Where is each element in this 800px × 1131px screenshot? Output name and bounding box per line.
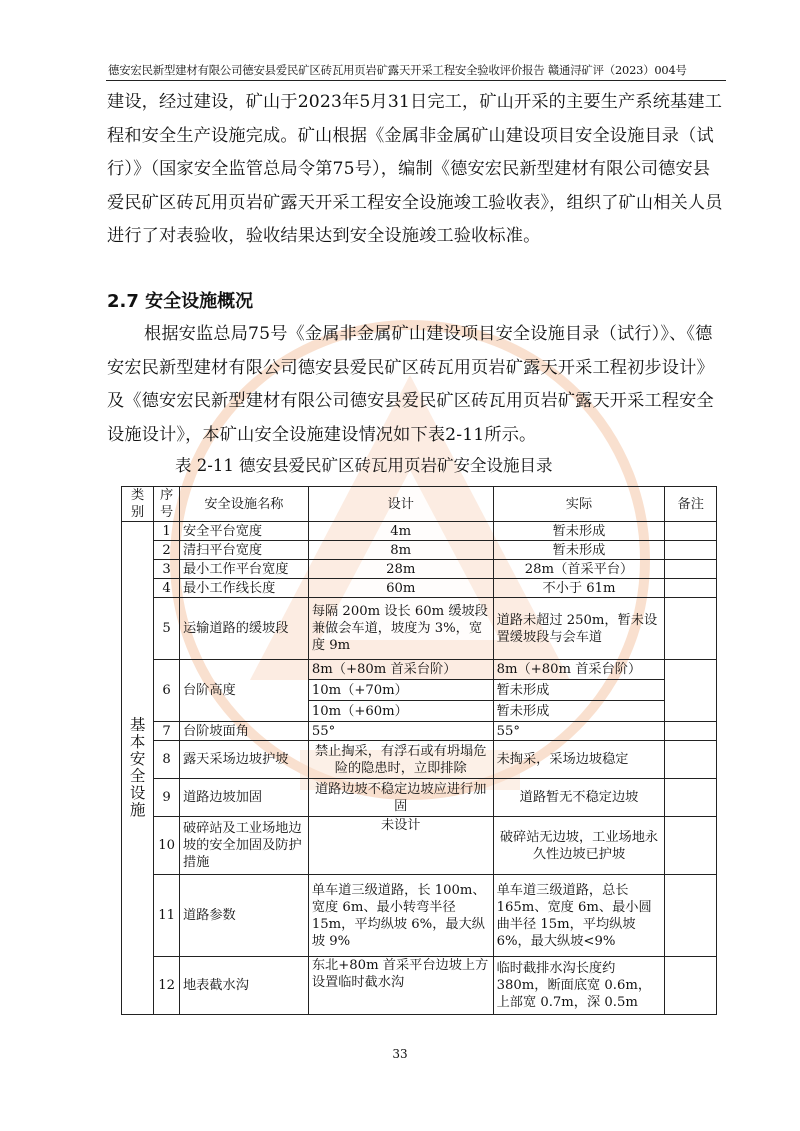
row-name: 台阶坡面角 xyxy=(179,722,308,741)
row-actual: 不小于 61m xyxy=(493,579,665,598)
row-remarks xyxy=(665,722,717,741)
table-row xyxy=(122,875,717,957)
row-name: 运输道路的缓坡段 xyxy=(179,598,308,660)
row-actual: 破碎站无边坡，工业场地永久性边坡已护坡 xyxy=(493,817,665,875)
row-design: 8m（+80m 首采台阶） xyxy=(308,660,493,680)
row-number: 12 xyxy=(154,957,180,1015)
row-remarks xyxy=(665,957,717,1015)
row-design: 未设计 xyxy=(308,817,493,875)
row-actual: 8m（+80m 首采台阶） xyxy=(493,660,665,680)
intro-paragraph: 建设，经过建设，矿山于2023年5月31日完工，矿山开采的主要生产系统基建工程和安全生产设施完成。矿山根据《金属非金属矿山建设项目安全设施目录（试行）》（国家安全监管总局令第75号），编制《德安宏民新型建材有限公司德安县爱民矿区砖瓦用页岩矿露天开采工程安全设施竣工验收表》，组织了矿山相关人员进行了对表验收，验收结果达到安全设施竣工验收标准。 xyxy=(107,92,723,246)
row-number: 5 xyxy=(154,598,180,660)
table-row xyxy=(122,660,717,680)
row-design: 8m xyxy=(308,541,493,560)
row-number: 1 xyxy=(154,522,180,541)
row-remarks xyxy=(665,875,717,957)
row-design: 60m xyxy=(308,579,493,598)
header-design: 设计 xyxy=(308,487,493,522)
row-design: 55° xyxy=(308,722,493,741)
row-actual: 暂未形成 xyxy=(493,701,665,722)
section-title: 2.7 安全设施概况 xyxy=(107,291,254,312)
header-remarks: 备注 xyxy=(665,487,717,522)
row-name: 最小工作平台宽度 xyxy=(179,560,308,579)
table-row xyxy=(122,722,717,741)
row-design: 4m xyxy=(308,522,493,541)
row-actual: 道路未超过 250m，暂未设置缓坡段与会车道 xyxy=(493,598,665,660)
table-row xyxy=(122,957,717,1015)
row-number: 10 xyxy=(154,817,180,875)
table-caption: 表 2-11 德安县爱民矿区砖瓦用页岩矿安全设施目录 xyxy=(175,456,553,475)
row-design: 10m（+60m） xyxy=(308,701,493,722)
row-name: 台阶高度 xyxy=(179,660,308,722)
page-header: 德安宏民新型建材有限公司德安县爱民矿区砖瓦用页岩矿露天开采工程安全验收评价报告 赣通浔矿评（2023）004号 xyxy=(108,63,687,77)
header-number: 序 号 xyxy=(154,487,180,522)
row-design: 东北+80m 首采平台边坡上方设置临时截水沟 xyxy=(308,957,493,1015)
row-design: 每隔 200m 设长 60m 缓坡段兼做会车道，坡度为 3%，宽度 9m xyxy=(308,598,493,660)
row-number: 3 xyxy=(154,560,180,579)
header-divider xyxy=(106,80,726,81)
row-name: 露天采场边坡护坡 xyxy=(179,741,308,779)
row-number: 11 xyxy=(154,875,180,957)
table-row xyxy=(122,579,717,598)
row-number: 4 xyxy=(154,579,180,598)
header-name: 安全设施名称 xyxy=(179,487,308,522)
row-number: 2 xyxy=(154,541,180,560)
row-number: 8 xyxy=(154,741,180,779)
header-actual: 实际 xyxy=(493,487,665,522)
row-actual: 道路暂无不稳定边坡 xyxy=(493,779,665,817)
row-actual: 临时截排水沟长度约 380m，断面底宽 0.6m，上部宽 0.7m，深 0.5m xyxy=(493,957,665,1015)
row-actual: 28m（首采平台） xyxy=(493,560,665,579)
page-number: 33 xyxy=(392,1047,408,1061)
row-name: 地表截水沟 xyxy=(179,957,308,1015)
row-actual: 暂未形成 xyxy=(493,680,665,701)
table-row xyxy=(122,560,717,579)
row-remarks xyxy=(665,779,717,817)
row-remarks xyxy=(665,741,717,779)
row-remarks xyxy=(665,560,717,579)
table-row xyxy=(122,779,717,817)
row-design: 10m（+70m） xyxy=(308,680,493,701)
row-actual: 暂未形成 xyxy=(493,522,665,541)
row-remarks xyxy=(665,660,717,722)
row-remarks xyxy=(665,522,717,541)
row-name: 破碎站及工业场地边坡的安全加固及防护措施 xyxy=(179,817,308,875)
row-number: 7 xyxy=(154,722,180,741)
row-design: 道路边坡不稳定边坡应进行加固 xyxy=(308,779,493,817)
table-header-row xyxy=(122,487,717,522)
row-remarks xyxy=(665,541,717,560)
row-remarks xyxy=(665,817,717,875)
category-cell: 基 本 安 全 设 施 xyxy=(122,522,154,1015)
row-remarks xyxy=(665,579,717,598)
row-number: 6 xyxy=(154,660,180,722)
table-row xyxy=(122,741,717,779)
row-actual: 未掏采，采场边坡稳定 xyxy=(493,741,665,779)
row-name: 道路边坡加固 xyxy=(179,779,308,817)
row-name: 道路参数 xyxy=(179,875,308,957)
row-actual: 暂未形成 xyxy=(493,541,665,560)
table-row xyxy=(122,541,717,560)
table-row xyxy=(122,598,717,660)
table-row xyxy=(122,817,717,875)
row-name: 清扫平台宽度 xyxy=(179,541,308,560)
safety-facilities-table xyxy=(121,486,717,1015)
row-design: 单车道三级道路，长 100m、宽度 6m、最小转弯半径 15m，平均纵坡 6%，最大纵坡 9% xyxy=(308,875,493,957)
row-actual: 55° xyxy=(493,722,665,741)
row-name: 最小工作线长度 xyxy=(179,579,308,598)
row-number: 9 xyxy=(154,779,180,817)
section-paragraph: 根据安监总局75号《金属非金属矿山建设项目安全设施目录（试行）》、《德安宏民新型建材有限公司德安县爱民矿区砖瓦用页岩矿露天开采工程初步设计》及《德安宏民新型建材有限公司德安县爱民矿区砖瓦用页岩矿露天开采工程安全设施设计》，本矿山安全设施建设情况如下表2-11所示。 xyxy=(107,324,714,445)
header-category: 类 别 xyxy=(122,487,154,522)
row-design: 28m xyxy=(308,560,493,579)
table-row xyxy=(122,522,717,541)
row-name: 安全平台宽度 xyxy=(179,522,308,541)
row-design: 禁止掏采，有浮石或有坍塌危险的隐患时，立即排除 xyxy=(308,741,493,779)
row-remarks xyxy=(665,598,717,660)
row-actual: 单车道三级道路，总长 165m、宽度 6m、最小圆曲半径 15m，平均纵坡 6%，最大纵坡<9% xyxy=(493,875,665,957)
